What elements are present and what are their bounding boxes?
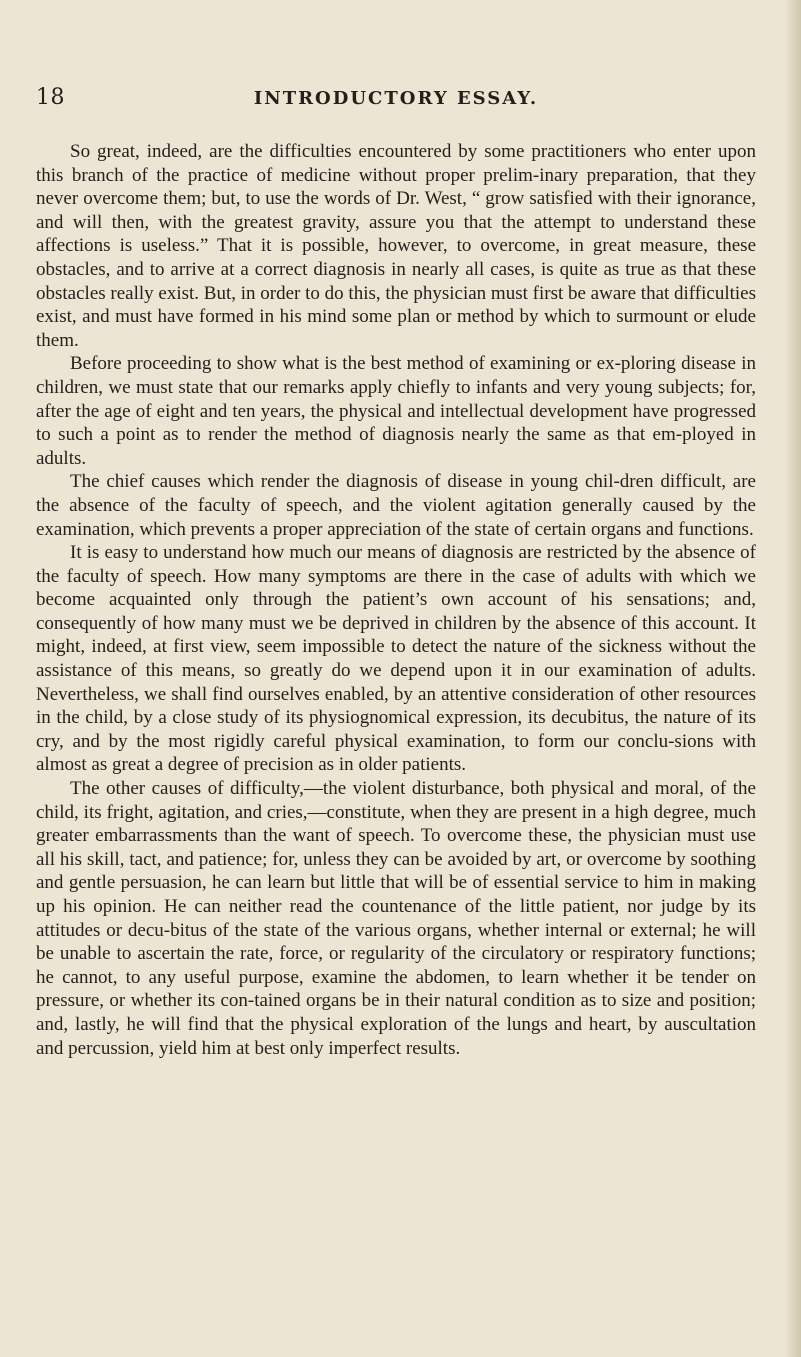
page-edge-shadow — [787, 0, 801, 1357]
paragraph: Before proceeding to show what is the best method of examining or ex-ploring disease in children, we must state that our remarks apply chiefly to infants and very young subjects; for, after the age of eight and ten years, the physical and intellectual development have progressed to such a point as to render the method of diagnosis nearly the same as that em-ployed in adults. — [36, 353, 756, 469]
paragraph: It is easy to understand how much our means of diagnosis are restricted by the absence of the faculty of speech. How many symptoms are there in the case of adults with which we become acquainted only through the patient’s own account of his sensations; and, consequently of how many must we be deprived in children by the absence of this account. It might, indeed, at first view, seem impossible to detect the nature of the sickness without the assistance of this means, so greatly do we depend upon it in our examination of adults. Nevertheless, we shall find ourselves enabled, by an attentive consideration of other resources in the child, by a close study of its physiognomical expression, its decubitus, the nature of its cry, and by the most rigidly careful physical examination, to form our conclu-sions with almost as great a degree of precision as in older patients. — [36, 542, 756, 776]
paragraph: The other causes of difficulty,—the violent disturbance, both physical and moral, of the child, its fright, agitation, and cries,—constitute, when they are present in a high degree, much greater embarrassments than the want of speech. To overcome these, the physician must use all his skill, tact, and patience; for, unless they can be avoided by art, or overcome by soothing and gentle persuasion, he can learn but little that will be of essential service to him in making up his opinion. He can neither read the countenance of the little patient, nor judge by its attitudes or decu-bitus of the state of the various organs, whether internal or external; he will be unable to ascertain the rate, force, or regularity of the circulatory or respiratory functions; he cannot, to any useful purpose, examine the abdomen, to learn whether it be tender on pressure, or whether its con-tained organs be in their natural condition as to size and position; and, lastly, he will find that the physical exploration of the lungs and heart, by auscultation and percussion, yield him at best only imperfect results. — [36, 778, 756, 1059]
body-text — [36, 140, 756, 1060]
page-number: 18 — [36, 85, 65, 110]
running-title: INTRODUCTORY ESSAY. — [253, 88, 539, 109]
paragraph: So great, indeed, are the difficulties encountered by some practitioners who enter upon this branch of the practice of medicine without proper prelim-inary preparation, that they never overcome them; but, to use the words of Dr. West, “ grow satisfied with their ignorance, and will then, with the greatest gravity, assure you that the attempt to understand these affections is useless.” That it is possible, however, to overcome, in great measure, these obstacles, and to arrive at a correct diagnosis in nearly all cases, is quite as true as that these obstacles really exist. But, in order to do this, the physician must first be aware that difficulties exist, and must have formed in his mind some plan or method by which to surmount or elude them. — [36, 141, 756, 351]
page-header — [36, 86, 756, 110]
paragraph: The chief causes which render the diagnosis of disease in young chil-dren difficult, are the absence of the faculty of speech, and the violent agitation generally caused by the examination, which prevents a proper appreciation of the state of certain organs and functions. — [36, 471, 756, 540]
